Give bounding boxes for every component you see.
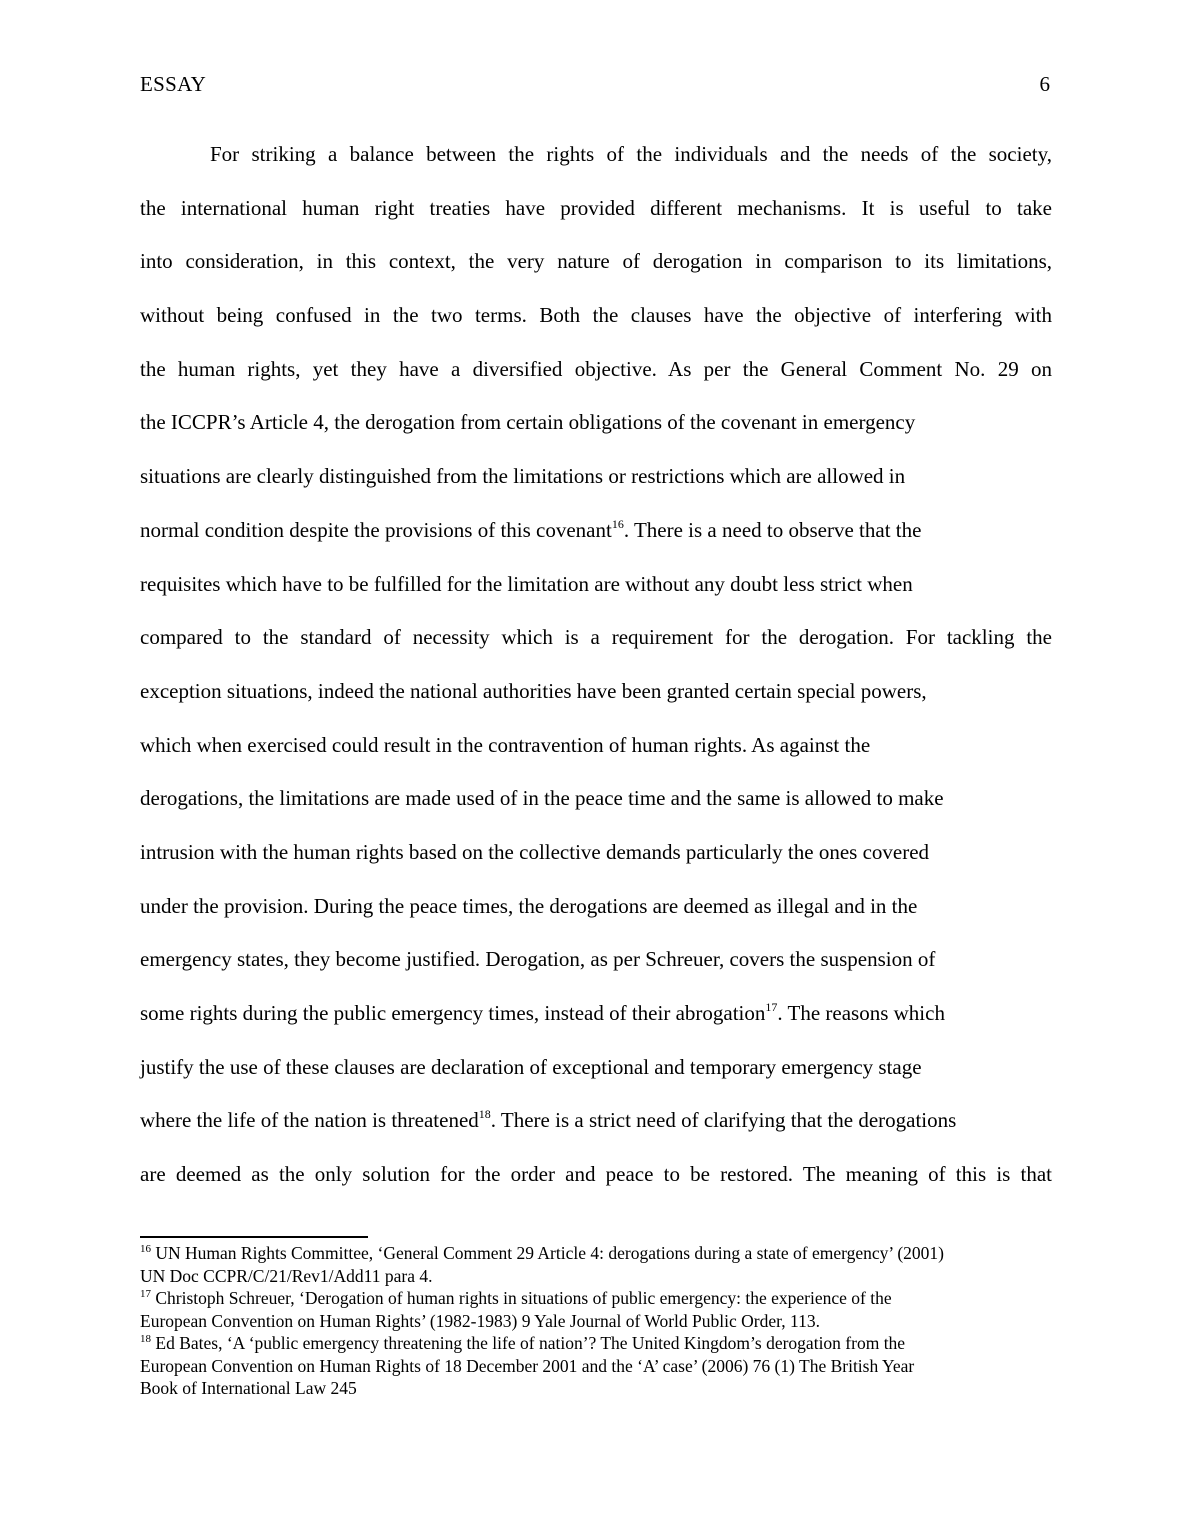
footnote-18: $^{18}$ Ed Bates, ‘A ‘public emergency threatening the life of nation’? The United Kingdom’s derogation from the European Convention on Human Rights of 18 December 2001 and the ‘A’ case’ (2006) 76 (1) The British Year Book of International Law 245 (140, 1333, 915, 1398)
body-line: exception situations, indeed the national authorities have been granted certain special powers, (140, 678, 927, 703)
body-line: under the provision. During the peace times, the derogations are deemed as illegal and in the (140, 893, 918, 918)
body-line: where the life of the nation is threatened$^{18}$. There is a strict need of clarifying that the derogations (140, 1107, 957, 1133)
body-line: into consideration, in this context, the very nature of derogation in comparison to its limitations, (140, 249, 1052, 274)
essay-body (140, 140, 1052, 1214)
footnote-ref-16[interactable]: 16 (611, 516, 624, 531)
body-line: intrusion with the human rights based on the collective demands particularly the ones covered (140, 839, 930, 864)
footnote-16: $^{16}$ UN Human Rights Committee, ‘General Comment 29 Article 4: derogations during a state of emergency’ (2001) UN Doc CCPR/C/21/Rev1/Add11 para 4. (140, 1243, 944, 1286)
page-number: 6 (1039, 72, 1050, 96)
body-line: normal condition despite the provisions of this covenant$^{16}$. There is a need to observe that the (140, 516, 922, 542)
body-line: some rights during the public emergency times, instead of their abrogation$^{17}$. The reasons which (140, 1000, 945, 1025)
body-line: without being confused in the two terms. Both the clauses have the objective of interfering with (140, 303, 1052, 328)
body-line: the ICCPR’s Article 4, the derogation from certain obligations of the covenant in emergency (140, 410, 916, 435)
body-line: derogations, the limitations are made used of in the peace time and the same is allowed to make (140, 786, 944, 811)
body-line: the international human right treaties have provided different mechanisms. It is useful to take (140, 195, 1052, 220)
body-line: situations are clearly distinguished from the limitations or restrictions which are allowed in (140, 464, 906, 489)
footnote-separator (140, 1236, 368, 1238)
body-line: the human rights, yet they have a diversified objective. As per the General Comment No. 29 on (140, 356, 1052, 381)
running-header: ESSAY (140, 72, 207, 96)
body-line: are deemed as the only solution for the order and peace to be restored. The meaning of this is that (140, 1162, 1052, 1187)
footnote-ref-17[interactable]: 17 (765, 1000, 778, 1014)
body-line: which when exercised could result in the contravention of human rights. As against the (140, 732, 871, 757)
body-line: For striking a balance between the rights of the individuals and the needs of the society, (210, 142, 1052, 166)
footnote-17: $^{17}$ Christoph Schreuer, ‘Derogation of human rights in situations of public emergency: the experience of the European Convention on Human Rights’ (1982-1983) 9 Yale Journal of World Public Order, 113. (140, 1288, 892, 1331)
body-line: emergency states, they become justified. Derogation, as per Schreuer, covers the suspension of (140, 947, 936, 972)
body-line: requisites which have to be fulfilled for the limitation are without any doubt less strict when (140, 571, 913, 596)
body-line: justify the use of these clauses are declaration of exceptional and temporary emergency stage (140, 1054, 922, 1079)
footnote-ref-18[interactable]: 18 (478, 1107, 491, 1122)
footnotes (140, 1242, 1052, 1400)
body-line: compared to the standard of necessity which is a requirement for the derogation. For tackling the (140, 625, 1052, 650)
